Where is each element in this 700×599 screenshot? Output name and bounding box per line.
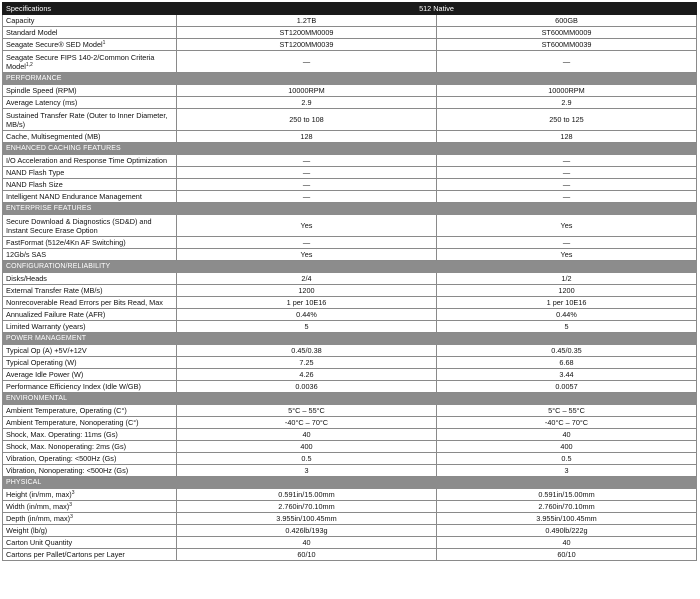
value-600gb: 3.955in/100.45mm (437, 513, 697, 525)
spec-label: 12Gb/s SAS (6, 250, 47, 259)
spec-label-cell (3, 155, 177, 167)
spec-row (3, 513, 697, 525)
spec-label-cell (3, 441, 177, 453)
spec-row (3, 15, 697, 27)
spec-row (3, 453, 697, 465)
value-600gb: 2.760in/70.10mm (437, 501, 697, 513)
spec-label: I/O Acceleration and Response Time Optimization (6, 156, 168, 165)
value-600gb: 40 (437, 537, 697, 549)
section-title: ENVIRONMENTAL (3, 393, 697, 405)
spec-label: Secure Download & Diagnostics (SD&D) and Instant Secure Erase Option (6, 216, 152, 235)
footnote-marker: 3 (69, 502, 73, 508)
spec-label-cell (3, 215, 177, 237)
spec-label-cell (3, 97, 177, 109)
spec-label: Vibration, Nonoperating: <500Hz (Gs) (6, 466, 129, 475)
spec-row (3, 51, 697, 73)
value-1200gb: 4.26 (177, 369, 437, 381)
value-1200gb: ST1200MM0039 (177, 39, 437, 51)
header-format: 512 Native (177, 3, 697, 15)
value-600gb: 3.44 (437, 369, 697, 381)
spec-label: Performance Efficiency Index (Idle W/GB) (6, 382, 141, 391)
spec-label-cell (3, 273, 177, 285)
spec-row (3, 309, 697, 321)
value-1200gb: 10000RPM (177, 85, 437, 97)
spec-label: Height (in/mm, max) (6, 490, 72, 499)
spec-label: NAND Flash Type (6, 168, 65, 177)
spec-row (3, 441, 697, 453)
value-1200gb: — (177, 155, 437, 167)
spec-label-cell (3, 321, 177, 333)
spec-row (3, 417, 697, 429)
spec-label-cell (3, 429, 177, 441)
spec-label: Seagate Secure® SED Model (6, 40, 103, 49)
value-600gb: 1200 (437, 285, 697, 297)
value-1200gb: 1.2TB (177, 15, 437, 27)
spec-label-cell (3, 309, 177, 321)
spec-label-cell (3, 237, 177, 249)
spec-table-body (3, 3, 697, 561)
spec-row (3, 97, 697, 109)
footnote-marker: 1 (102, 40, 106, 46)
value-1200gb: 5 (177, 321, 437, 333)
spec-label: Ambient Temperature, Operating (C°) (6, 406, 127, 415)
value-600gb: 40 (437, 429, 697, 441)
spec-label: Cache, Multisegmented (MB) (6, 132, 101, 141)
spec-row (3, 321, 697, 333)
spec-row (3, 179, 697, 191)
value-1200gb: 0.45/0.38 (177, 345, 437, 357)
spec-row (3, 85, 697, 97)
value-1200gb: 7.25 (177, 357, 437, 369)
value-1200gb: 2/4 (177, 273, 437, 285)
value-600gb: 10000RPM (437, 85, 697, 97)
spec-label: Shock, Max. Nonoperating: 2ms (Gs) (6, 442, 127, 451)
value-600gb: 0.44% (437, 309, 697, 321)
value-1200gb: 0.591in/15.00mm (177, 489, 437, 501)
value-600gb: — (437, 237, 697, 249)
value-1200gb: 40 (177, 429, 437, 441)
spec-row (3, 39, 697, 51)
value-1200gb: 400 (177, 441, 437, 453)
value-600gb: 0.0057 (437, 381, 697, 393)
spec-row (3, 27, 697, 39)
spec-label-cell (3, 179, 177, 191)
section-title: CONFIGURATION/RELIABILITY (3, 261, 697, 273)
spec-label: Ambient Temperature, Nonoperating (C°) (6, 418, 139, 427)
section-title: PERFORMANCE (3, 73, 697, 85)
value-1200gb: Yes (177, 215, 437, 237)
value-1200gb: — (177, 51, 437, 73)
value-600gb: 0.45/0.35 (437, 345, 697, 357)
spec-label-cell (3, 167, 177, 179)
value-1200gb: 128 (177, 131, 437, 143)
spec-label-cell (3, 15, 177, 27)
spec-label: Shock, Max. Operating: 11ms (Gs) (6, 430, 118, 439)
spec-row (3, 131, 697, 143)
spec-table (2, 2, 697, 561)
spec-label-cell (3, 39, 177, 51)
value-1200gb: 1 per 10E16 (177, 297, 437, 309)
spec-label: FastFormat (512e/4Kn AF Switching) (6, 238, 126, 247)
spec-label-cell (3, 357, 177, 369)
spec-label: Spindle Speed (RPM) (6, 86, 77, 95)
spec-row (3, 357, 697, 369)
spec-row (3, 191, 697, 203)
section-header-row (3, 333, 697, 345)
value-600gb: — (437, 51, 697, 73)
spec-label: Width (in/mm, max) (6, 502, 70, 511)
spec-label-cell (3, 501, 177, 513)
spec-label: Typical Operating (W) (6, 358, 77, 367)
spec-row (3, 237, 697, 249)
value-600gb: 250 to 125 (437, 109, 697, 131)
spec-label: Nonrecoverable Read Errors per Bits Read, Max (6, 298, 163, 307)
spec-label-cell (3, 537, 177, 549)
spec-row (3, 285, 697, 297)
spec-label: Typical Op (A) +5V/+12V (6, 346, 87, 355)
value-600gb: Yes (437, 215, 697, 237)
spec-row (3, 167, 697, 179)
spec-label: Limited Warranty (years) (6, 322, 86, 331)
section-title: POWER MANAGEMENT (3, 333, 697, 345)
spec-row (3, 249, 697, 261)
header-row (3, 3, 697, 15)
value-1200gb: ST1200MM0009 (177, 27, 437, 39)
value-1200gb: 60/10 (177, 549, 437, 561)
value-1200gb: — (177, 191, 437, 203)
spec-label-cell (3, 131, 177, 143)
value-1200gb: 0.0036 (177, 381, 437, 393)
spec-label: Annualized Failure Rate (AFR) (6, 310, 106, 319)
spec-label-cell (3, 51, 177, 73)
section-title: PHYSICAL (3, 477, 697, 489)
value-600gb: 400 (437, 441, 697, 453)
spec-row (3, 381, 697, 393)
value-600gb: 0.591in/15.00mm (437, 489, 697, 501)
value-600gb: -40°C – 70°C (437, 417, 697, 429)
section-title: ENTERPRISE FEATURES (3, 203, 697, 215)
spec-label-cell (3, 285, 177, 297)
value-600gb: 5°C – 55°C (437, 405, 697, 417)
value-600gb: 3 (437, 465, 697, 477)
spec-label: Cartons per Pallet/Cartons per Layer (6, 550, 125, 559)
spec-label: External Transfer Rate (MB/s) (6, 286, 103, 295)
spec-label-cell (3, 525, 177, 537)
spec-row (3, 489, 697, 501)
spec-label: Disks/Heads (6, 274, 47, 283)
spec-row (3, 549, 697, 561)
value-600gb: 1/2 (437, 273, 697, 285)
spec-row (3, 215, 697, 237)
value-600gb: — (437, 155, 697, 167)
spec-row (3, 525, 697, 537)
spec-label-cell (3, 191, 177, 203)
value-1200gb: 0.44% (177, 309, 437, 321)
value-1200gb: Yes (177, 249, 437, 261)
section-header-row (3, 143, 697, 155)
value-600gb: 5 (437, 321, 697, 333)
spec-label: Intelligent NAND Endurance Management (6, 192, 142, 201)
spec-row (3, 537, 697, 549)
section-header-row (3, 73, 697, 85)
spec-row (3, 297, 697, 309)
value-600gb: 0.490lb/222g (437, 525, 697, 537)
footnote-marker: 3 (71, 490, 75, 496)
value-1200gb: 5°C – 55°C (177, 405, 437, 417)
header-label: Specifications (3, 3, 177, 15)
spec-row (3, 109, 697, 131)
value-1200gb: 40 (177, 537, 437, 549)
value-600gb: 600GB (437, 15, 697, 27)
footnote-marker: 1,2 (25, 61, 33, 68)
spec-label: Capacity (6, 16, 35, 25)
footnote-marker: 3 (70, 514, 73, 520)
spec-label-cell (3, 297, 177, 309)
value-600gb: ST600MM0039 (437, 39, 697, 51)
spec-label-cell (3, 109, 177, 131)
spec-label-cell (3, 549, 177, 561)
spec-row (3, 405, 697, 417)
spec-label-cell (3, 417, 177, 429)
spec-label: Average Latency (ms) (6, 98, 78, 107)
spec-label-cell (3, 249, 177, 261)
spec-label-cell (3, 513, 177, 525)
value-600gb: 6.68 (437, 357, 697, 369)
value-600gb: 2.9 (437, 97, 697, 109)
spec-label: Average Idle Power (W) (6, 370, 84, 379)
section-header-row (3, 477, 697, 489)
value-600gb: — (437, 179, 697, 191)
value-600gb: 0.5 (437, 453, 697, 465)
value-1200gb: 0.426lb/193g (177, 525, 437, 537)
spec-label: NAND Flash Size (6, 180, 63, 189)
value-600gb: 60/10 (437, 549, 697, 561)
value-600gb: 1 per 10E16 (437, 297, 697, 309)
value-600gb: 128 (437, 131, 697, 143)
value-600gb: — (437, 167, 697, 179)
spec-row (3, 465, 697, 477)
spec-row (3, 345, 697, 357)
spec-label: Sustained Transfer Rate (Outer to Inner Diameter, MB/s) (6, 110, 168, 129)
spec-label-cell (3, 489, 177, 501)
spec-label-cell (3, 381, 177, 393)
spec-label-cell (3, 465, 177, 477)
spec-label-cell (3, 85, 177, 97)
value-1200gb: 1200 (177, 285, 437, 297)
value-600gb: Yes (437, 249, 697, 261)
section-header-row (3, 203, 697, 215)
spec-label: Weight (lb/g) (6, 526, 48, 535)
value-1200gb: 3.955in/100.45mm (177, 513, 437, 525)
spec-label-cell (3, 369, 177, 381)
spec-label: Carton Unit Quantity (6, 538, 73, 547)
spec-row (3, 429, 697, 441)
section-header-row (3, 393, 697, 405)
spec-label-cell (3, 27, 177, 39)
value-1200gb: — (177, 167, 437, 179)
spec-row (3, 273, 697, 285)
value-600gb: ST600MM0009 (437, 27, 697, 39)
value-1200gb: — (177, 179, 437, 191)
value-1200gb: 2.9 (177, 97, 437, 109)
value-1200gb: 3 (177, 465, 437, 477)
value-1200gb: -40°C – 70°C (177, 417, 437, 429)
value-1200gb: 0.5 (177, 453, 437, 465)
section-header-row (3, 261, 697, 273)
spec-label: Standard Model (6, 28, 58, 37)
spec-label: Depth (in/mm, max) (6, 514, 71, 523)
spec-label-cell (3, 345, 177, 357)
spec-row (3, 155, 697, 167)
section-title: ENHANCED CACHING FEATURES (3, 143, 697, 155)
spec-label: Seagate Secure FIPS 140-2/Common Criteria Model (6, 52, 155, 71)
value-1200gb: 2.760in/70.10mm (177, 501, 437, 513)
value-1200gb: — (177, 237, 437, 249)
spec-label-cell (3, 453, 177, 465)
value-1200gb: 250 to 108 (177, 109, 437, 131)
spec-row (3, 501, 697, 513)
spec-row (3, 369, 697, 381)
value-600gb: — (437, 191, 697, 203)
spec-label-cell (3, 405, 177, 417)
spec-label: Vibration, Operating: <500Hz (Gs) (6, 454, 117, 463)
